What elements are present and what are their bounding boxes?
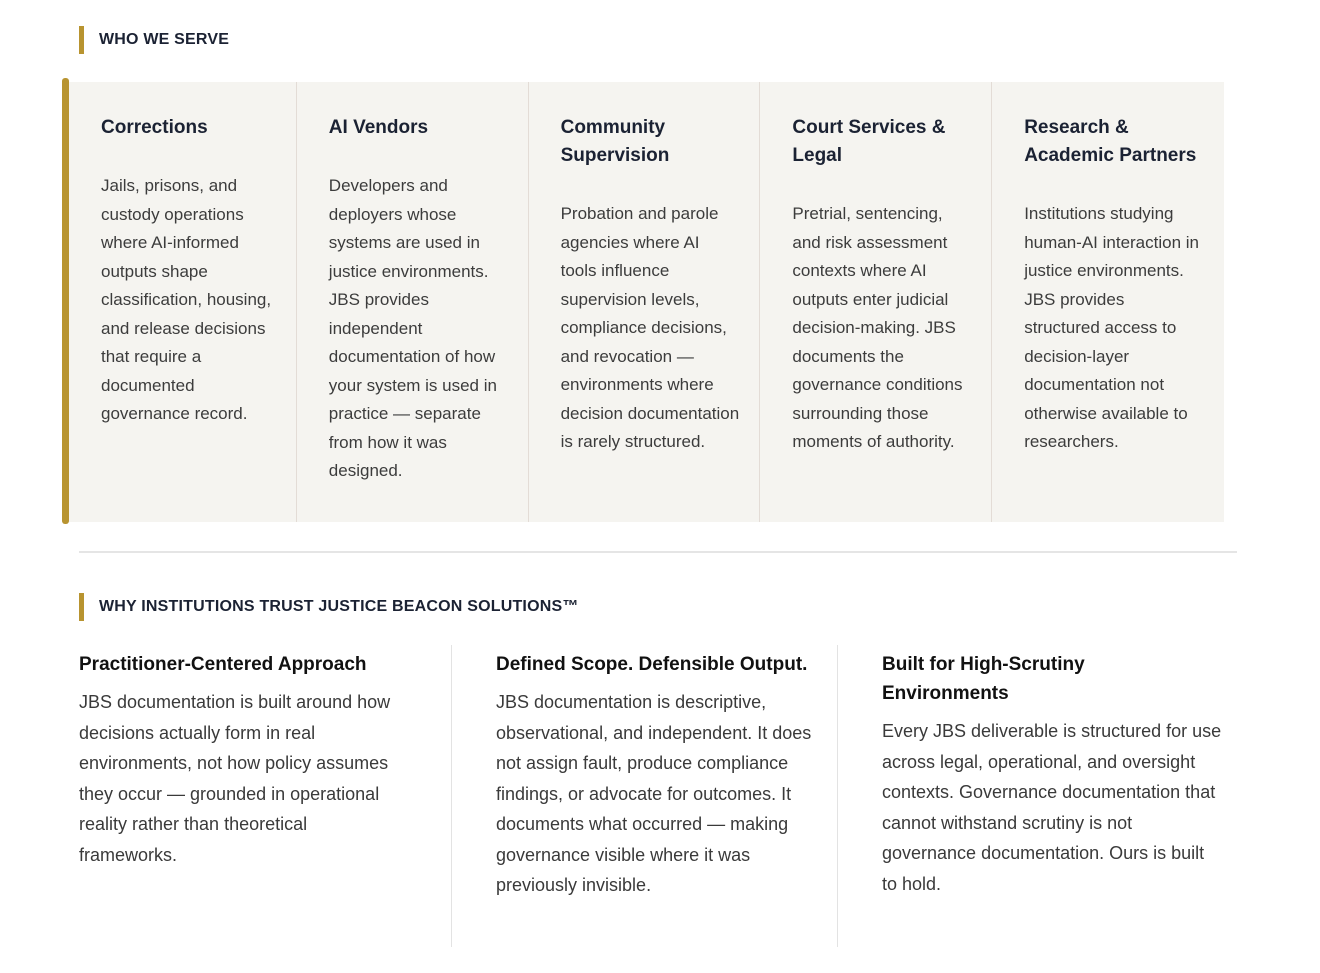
card-body: Probation and parole agencies where AI tools influence supervision levels, compliance decisions, and revocation — environments where decision documentation is rarely structured. (560, 204, 740, 451)
serve-card-corrections (69, 82, 297, 522)
why-trust-row (79, 645, 1239, 947)
section-title: WHO WE SERVE (99, 31, 230, 48)
trust-column-scope (451, 645, 837, 947)
column-title: Practitioner-Centered Approach (79, 654, 367, 675)
card-title: Court Services & Legal (792, 117, 946, 166)
card-title: Corrections (101, 117, 208, 138)
why-trust-header (79, 593, 579, 621)
serve-card-research (992, 82, 1224, 522)
card-body: Institutions studying human-AI interaction in justice environments. JBS provides structured access to decision-layer documentation not otherwise available to researchers. (1024, 204, 1200, 451)
panel-accent-bar (62, 78, 69, 524)
column-title: Defined Scope. Defensible Output. (496, 654, 808, 675)
column-body: JBS documentation is descriptive, observational, and independent. It does not assign fault, produce compliance findings, or advocate for outcomes. It documents what occurred — making governance visible where it was previously invisible. (496, 692, 812, 895)
card-title: Research & Academic Partners (1024, 117, 1197, 166)
who-we-serve-header (79, 26, 229, 54)
serve-card-court-services (760, 82, 992, 522)
column-title: Built for High-Scrutiny Environments (882, 654, 1085, 704)
card-body: Pretrial, sentencing, and risk assessment contexts where AI outputs enter judicial decision-making. JBS documents the governance conditions surrounding those moments of authority. (792, 204, 963, 451)
section-title: WHY INSTITUTIONS TRUST JUSTICE BEACON SOLUTIONS™ (99, 598, 579, 615)
card-title: Community Supervision (560, 117, 670, 166)
section-accent-bar (79, 593, 84, 621)
trust-column-practitioner (79, 645, 451, 947)
column-body: JBS documentation is built around how decisions actually form in real environments, not how policy assumes they occur — grounded in operational reality rather than theoretical frameworks. (79, 692, 391, 865)
who-we-serve-panel (69, 82, 1224, 522)
column-body: Every JBS deliverable is structured for use across legal, operational, and oversight contexts. Governance documentation that cannot withstand scrutiny is not governance documentation. Ours is built to hold. (882, 721, 1222, 894)
card-body: Developers and deployers whose systems are used in justice environments. JBS provides independent documentation of how your system is used in practice — separate from how it was designed. (328, 176, 497, 480)
trust-column-scrutiny (837, 645, 1237, 947)
serve-card-ai-vendors (297, 82, 529, 522)
serve-card-community-supervision (529, 82, 761, 522)
section-divider (79, 551, 1237, 553)
section-accent-bar (79, 26, 84, 54)
card-body: Jails, prisons, and custody operations where AI-informed outputs shape classification, housing, and release decisions that require a documented governance record. (101, 176, 272, 423)
card-title: AI Vendors (328, 117, 429, 138)
